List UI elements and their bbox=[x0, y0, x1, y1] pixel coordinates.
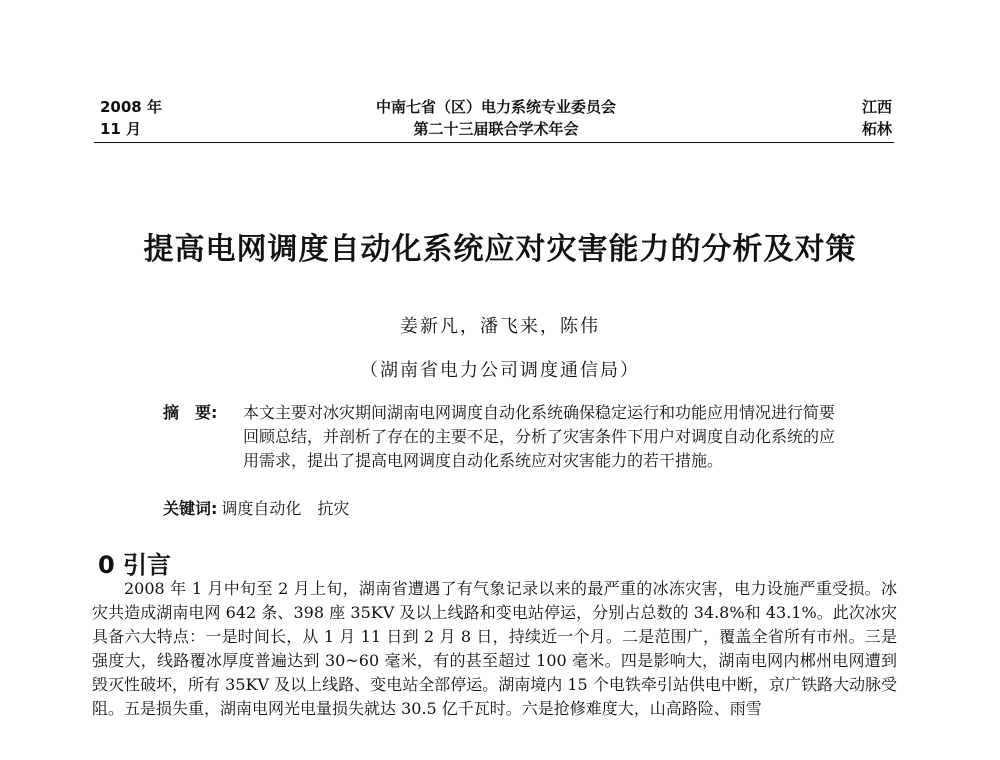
abstract-text: 本文主要对冰灾期间湖南电网调度自动化系统确保稳定运行和功能应用情况进行简要回顾总结，并剖析了存在的主要不足，分析了灾害条件下用户对调度自动化系统的应用需求，提出了提高电网调度自动化系统应对灾害能力的若干措施。 bbox=[243, 403, 836, 470]
paper-authors: 姜新凡，潘飞来，陈伟 bbox=[400, 316, 600, 337]
header-year: 2008 年 bbox=[100, 98, 162, 116]
paper-title: 提高电网调度自动化系统应对灾害能力的分析及对策 bbox=[143, 232, 857, 267]
header-rule bbox=[94, 142, 894, 143]
header-committee: 中南七省（区）电力系统专业委员会 bbox=[375, 98, 616, 116]
header-province: 江西 bbox=[861, 98, 892, 116]
running-header bbox=[100, 96, 892, 144]
abstract-label: 摘 要: bbox=[163, 403, 218, 422]
keywords-label: 关键词: bbox=[163, 499, 218, 518]
paper-affiliation: （湖南省电力公司调度通信局） bbox=[360, 360, 640, 381]
keywords-text: 调度自动化 抗灾 bbox=[221, 499, 350, 518]
header-meeting: 第二十三届联合学术年会 bbox=[413, 120, 579, 138]
section-heading: 0 引言 bbox=[98, 551, 172, 579]
header-location bbox=[862, 96, 892, 140]
intro-paragraph: 2008 年 1 月中旬至 2 月上旬，湖南省遭遇了有气象记录以来的最严重的冰冻灾害，电力设施严重受损。冰灾共造成湖南电网 642 条、398 座 35KV 及以上线路和变电站停运，分别占总数的 34.8%和 43.1%。此次冰灾具备六大特点：一是时间长，从 1 月 11 日到 2 月 8 日，持续近一个月。二是范围广，覆盖全省所有市州。三是强度大，线路覆冰厚度普遍达到 30~60 毫米，有的甚至超过 100 毫米。四是影响大，湖南电网内郴州电网遭到毁灭性破坏，所有 35KV 及以上线路、变电站全部停运。湖南境内 15 个电铁牵引站供电中断，京广铁路大动脉受阻。五是损失重，湖南电网光电量损失就达 30.5 亿千瓦时。六是抢修难度大，山高路险、雨雪 bbox=[92, 579, 897, 718]
keywords-block bbox=[163, 497, 349, 521]
header-town: 柘林 bbox=[861, 120, 892, 138]
header-month: 11 月 bbox=[100, 120, 142, 138]
header-conference bbox=[100, 96, 892, 140]
